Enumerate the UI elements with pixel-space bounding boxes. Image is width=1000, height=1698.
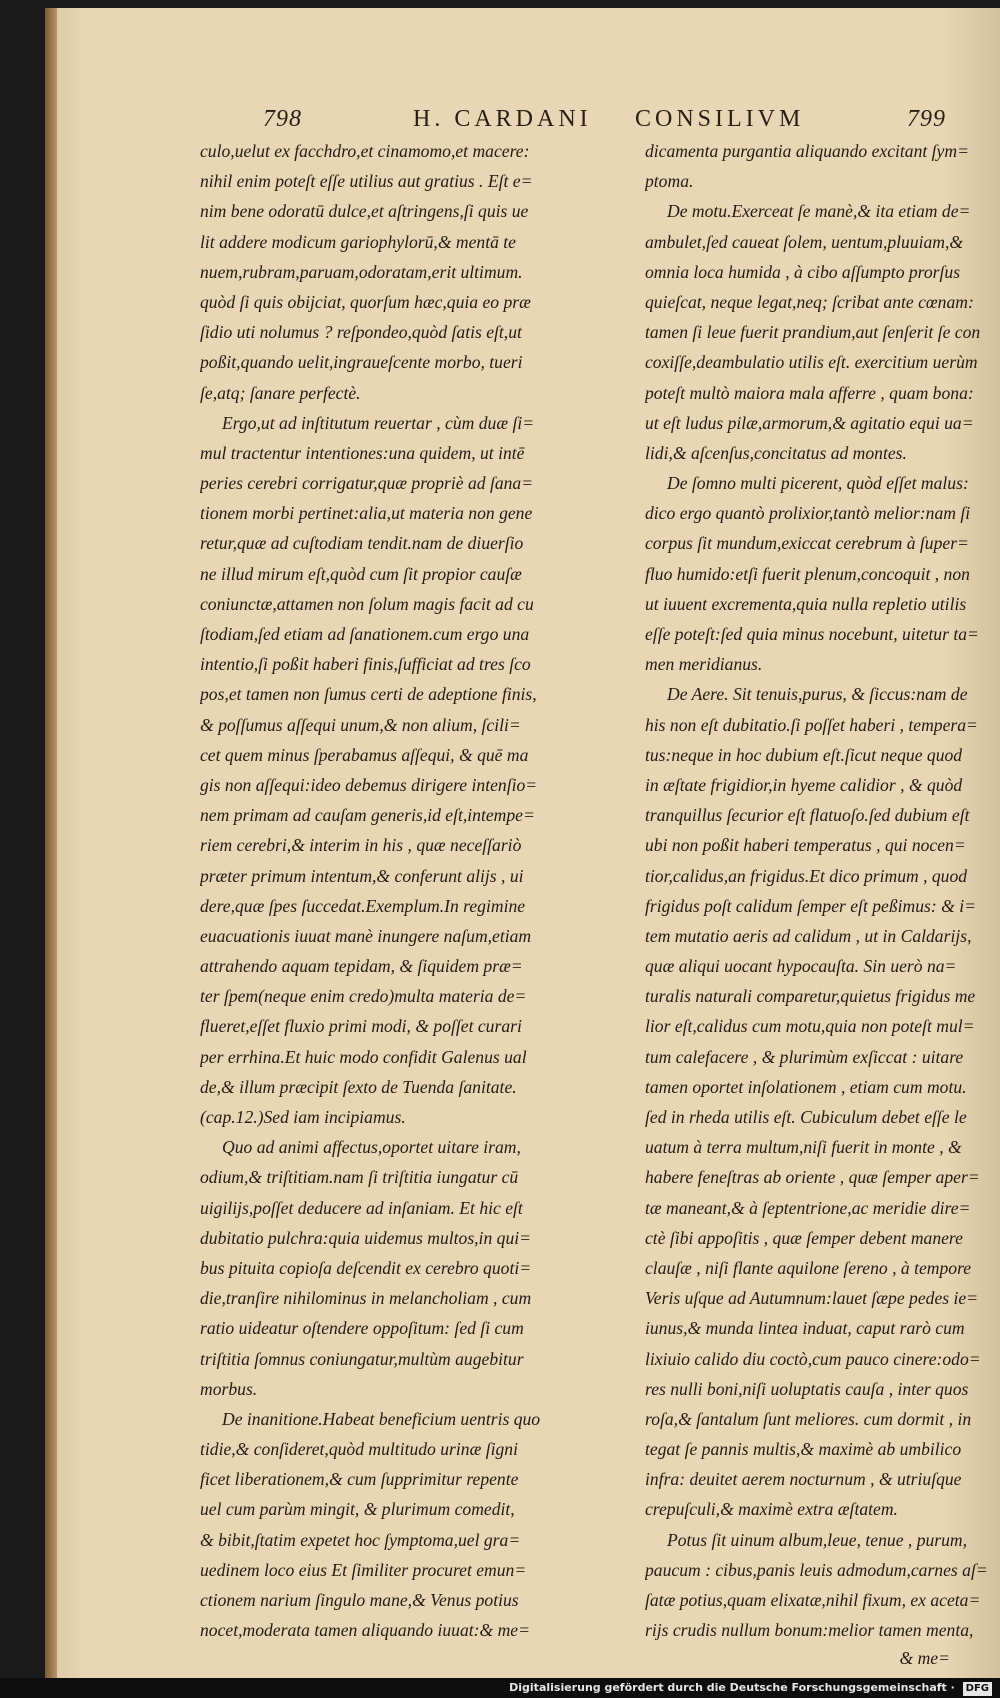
text-line: die,tranſire nihilominus in melancholiam , cum xyxy=(200,1288,532,1309)
text-line: infra: deuitet aerem nocturnum , & utriuſque xyxy=(645,1469,962,1490)
text-line: iunus,& munda lintea induat, caput rarò cum xyxy=(645,1318,965,1339)
text-line: & bibit,ſtatim expetet hoc ſymptoma,uel gra= xyxy=(200,1529,521,1550)
text-line: Veris uſque ad Autumnum:lauet ſæpe pedes ie= xyxy=(645,1288,979,1309)
text-line: quæ aliqui uocant hypocauſta. Sin uerò na= xyxy=(645,956,957,977)
text-line: nuem,rubram,paruam,odoratam,erit ultimum. xyxy=(200,261,523,282)
text-line: lior eſt,calidus cum motu,quia non poteſt mul= xyxy=(645,1016,975,1037)
text-line: Potus ſit uinum album,leue, tenue , purum, xyxy=(667,1529,968,1550)
text-line: ctionem narium ſingulo mane,& Venus potius xyxy=(200,1590,519,1610)
text-line: dicamenta purgantia aliquando excitant ſym= xyxy=(645,141,969,161)
text-line: uel cum parùm mingit, & plurimum comedit, xyxy=(200,1499,515,1520)
text-line: fluo humido:etſi fuerit plenum,concoquit , non xyxy=(645,563,970,584)
text-line: turalis naturali comparetur,quietus frigidus me xyxy=(645,986,976,1007)
text-line: poteſt multò maiora mala afferre , quam bona: xyxy=(645,382,974,403)
text-line: per errhina.Et huic modo confidit Galenus ual xyxy=(200,1046,527,1067)
text-line: ſidio uti nolumus ? reſpondeo,quòd ſatis eſt,ut xyxy=(200,322,522,343)
text-line: in æſtate frigidior,in hyeme calidior , & quòd xyxy=(645,774,963,795)
text-line: attrahendo aquam tepidam, & ſiquidem præ= xyxy=(200,956,523,977)
text-line: ſed in rheda utilis eſt. Cubiculum debet eſſe le xyxy=(645,1107,967,1127)
dfg-logo: DFG xyxy=(963,1682,992,1696)
text-line: nocet,moderata tamen aliquando iuuat:& me= xyxy=(200,1620,530,1641)
running-title-left: H. CARDANI xyxy=(413,106,592,132)
text-line: gis non aſſequi:ideo debemus dirigere intenſio= xyxy=(200,774,538,795)
text-line: tum calefacere , & plurimùm exſiccat : uitare xyxy=(645,1046,964,1067)
text-line: Ergo,ut ad inſtitutum reuertar , cùm duæ ſi= xyxy=(222,412,535,433)
text-line: retur,quæ ad cuſtodiam tendit.nam de diuerſio xyxy=(200,533,524,554)
text-line: lit addere modicum gariophylorū,& mentā te xyxy=(200,231,516,252)
text-line: nem primam ad cauſam generis,id eſt,intempe= xyxy=(200,805,535,826)
book-page xyxy=(45,8,1000,1678)
text-line: de,& illum præcipit ſexto de Tuenda ſanitate. xyxy=(200,1076,517,1097)
text-line: euacuationis iuuat manè inungere naſum,etiam xyxy=(200,925,532,946)
text-line: bus pituita copioſa deſcendit ex cerebro quoti= xyxy=(200,1257,532,1278)
text-line: De inanitione.Habeat beneficium uentris quo xyxy=(222,1408,541,1429)
text-line: ne illud mirum eſt,quòd cum ſit propior cauſæ xyxy=(200,563,522,584)
text-line: lidi,& aſcenſus,concitatus ad montes. xyxy=(645,442,907,463)
text-line: coxiſſe,deambulatio utilis eſt. exercitium uerùm xyxy=(645,352,978,373)
book-gutter xyxy=(45,8,57,1678)
text-line: ſtodiam,ſed etiam ad ſanationem.cum ergo una xyxy=(200,624,530,644)
text-line: rijs crudis nullum bonum:melior tamen menta, xyxy=(645,1620,974,1641)
text-line: flueret,eſſet fluxio primi modi, & poſſet curari xyxy=(200,1016,522,1037)
text-line: ut eſt ludus pilæ,armorum,& agitatio equi ua= xyxy=(645,412,974,433)
text-line: riem cerebri,& interim in his , quæ neceſſariò xyxy=(200,835,522,856)
text-line: ſe,atq; ſanare perfectè. xyxy=(200,382,361,403)
text-line: tem mutatio aeris ad calidum , ut in Caldarijs, xyxy=(645,925,972,946)
text-line: tidie,& conſideret,quòd multitudo urinæ ſigni xyxy=(200,1439,518,1460)
right-page-number: 799 xyxy=(907,106,946,132)
text-line: ctè ſibi appoſitis , quæ ſemper debent manere xyxy=(645,1227,963,1248)
text-line: clauſæ , niſi flante aquilone ſereno , à tempore xyxy=(645,1257,972,1278)
text-line: roſa,& ſantalum ſunt meliores. cum dormit , in xyxy=(645,1408,972,1429)
running-title-right: CONSILIVM xyxy=(635,106,805,132)
text-line: habere feneſtras ab oriente , quæ ſemper aper= xyxy=(645,1167,980,1188)
text-line: mul tractentur intentiones:una quidem, ut intē xyxy=(200,442,525,463)
text-line: frigidus poſt calidum ſemper eſt peßimus: & i= xyxy=(645,895,976,916)
text-line: morbus. xyxy=(200,1378,258,1399)
digitization-footer xyxy=(0,1678,1000,1698)
text-line: culo,uelut ex facchdro,et cinamomo,et macere: xyxy=(200,141,530,161)
text-line: peries cerebri corrigatur,quæ propriè ad ſana= xyxy=(200,473,534,494)
text-line: tior,calidus,an frigidus.Et dico primum , quod xyxy=(645,865,968,886)
text-line: De Aere. Sit tenuis,purus, & ſiccus:nam de xyxy=(667,684,968,705)
text-line: intentio,ſi poßit haberi finis,ſufficiat ad tres ſco xyxy=(200,654,531,675)
text-line: poßit,quando uelit,ingraueſcente morbo, tueri xyxy=(200,352,523,373)
text-line: corpus ſit mundum,exiccat cerebrum à ſuper= xyxy=(645,533,969,554)
text-line: uatum à terra multum,niſi fuerit in monte , & xyxy=(645,1137,962,1158)
catchword: & me= xyxy=(899,1648,950,1668)
text-line: triſtitia ſomnus coniungatur,multùm augebitur xyxy=(200,1348,524,1369)
text-line: ptoma. xyxy=(645,171,694,192)
text-line: dere,quæ ſpes ſuccedat.Exemplum.In regimine xyxy=(200,895,526,916)
text-line: coniunctæ,attamen non ſolum magis facit ad cu xyxy=(200,593,534,614)
text-line: Quo ad animi affectus,oportet uitare iram, xyxy=(222,1137,521,1158)
text-line: paucum : cibus,panis leuis admodum,carnes aſ= xyxy=(645,1559,988,1580)
text-line: pos,et tamen non ſumus certi de adeptione finis, xyxy=(200,684,537,705)
text-line: crepuſculi,& maximè extra æſtatem. xyxy=(645,1499,898,1520)
text-line: tæ maneant,& à ſeptentrione,ac meridie dire= xyxy=(645,1197,971,1218)
left-text-column xyxy=(200,136,582,1645)
text-line: uedinem loco eius Et ſimiliter procuret emun= xyxy=(200,1559,527,1580)
text-line: eſſe poteſt:ſed quia minus nocebunt, uitetur ta= xyxy=(645,624,979,644)
text-line: lixiuio calido diu coctò,cum pauco cinere:odo= xyxy=(645,1348,981,1369)
text-line: ambulet,ſed caueat ſolem, uentum,pluuiam,& xyxy=(645,231,964,252)
text-line: ut iuuent excrementa,quia nulla repletio utilis xyxy=(645,593,967,614)
text-line: tamen oportet inſolationem , etiam cum motu. xyxy=(645,1076,967,1097)
text-line: nihil enim poteſt eſſe utilius aut gratius . Eſt e= xyxy=(200,171,533,192)
text-line: uigilijs,poſſet deducere ad inſaniam. Et hic eſt xyxy=(200,1197,523,1218)
text-line: De motu.Exerceat ſe manè,& ita etiam de= xyxy=(667,201,971,222)
text-line: cet quem minus ſperabamus aſſequi, & quē ma xyxy=(200,744,529,765)
running-header xyxy=(195,106,960,136)
text-line: (cap.12.)Sed iam incipiamus. xyxy=(200,1107,406,1127)
text-line: tus:neque in hoc dubium eſt.ſicut neque quod xyxy=(645,744,963,765)
text-line: & poſſumus aſſequi unum,& non alium, ſcili= xyxy=(200,714,521,735)
text-line: his non eſt dubitatio.ſi poſſet haberi , tempera= xyxy=(645,714,978,735)
text-line: men meridianus. xyxy=(645,654,763,675)
text-line: quòd ſi quis obijciat, quorſum hæc,quia eo præ xyxy=(200,291,531,312)
text-line: dubitatio pulchra:quia uidemus multos,in qui= xyxy=(200,1227,531,1248)
text-line: tegat ſe pannis multis,& maximè ab umbilico xyxy=(645,1439,962,1460)
text-line: ficet liberationem,& cum ſupprimitur repente xyxy=(200,1469,519,1490)
text-line: res nulli boni,niſi uoluptatis cauſa , inter quos xyxy=(645,1378,969,1399)
text-line: tranquillus ſecurior eſt flatuoſo.ſed dubium eſt xyxy=(645,805,970,826)
text-line: ter ſpem(neque enim credo)multa materia de= xyxy=(200,986,527,1007)
text-line: dico ergo quantò prolixior,tantò melior:nam ſi xyxy=(645,503,971,524)
text-line: ſatæ potius,quam elixatæ,nihil fixum, ex aceta= xyxy=(645,1590,981,1610)
text-line: De ſomno multi picerent, quòd eſſet malus: xyxy=(667,473,969,494)
text-line: ubi non poßit haberi temperatus , qui nocen= xyxy=(645,835,966,856)
footer-credit: Digitalisierung gefördert durch die Deutsche Forschungsgemeinschaft · xyxy=(509,1681,955,1694)
text-line: tamen ſi leue fuerit prandium,aut ſenſerit ſe con xyxy=(645,322,981,343)
text-line: quieſcat, neque legat,neq; ſcribat ante cœnam: xyxy=(645,291,974,312)
text-line: odium,& triſtitiam.nam ſi triſtitia iungatur cū xyxy=(200,1167,519,1188)
left-page-number: 798 xyxy=(263,106,302,132)
right-text-column xyxy=(645,136,1000,1645)
text-line: ratio uideatur oſtendere oppoſitum: ſed ſi cum xyxy=(200,1318,524,1339)
text-line: tionem morbi pertinet:alia,ut materia non gene xyxy=(200,503,533,524)
text-line: omnia loca humida , à cibo aſſumpto prorſus xyxy=(645,261,961,282)
text-line: præter primum intentum,& conferunt alijs , ui xyxy=(200,865,524,886)
text-line: nim bene odoratū dulce,et aſtringens,ſi quis ue xyxy=(200,201,529,222)
